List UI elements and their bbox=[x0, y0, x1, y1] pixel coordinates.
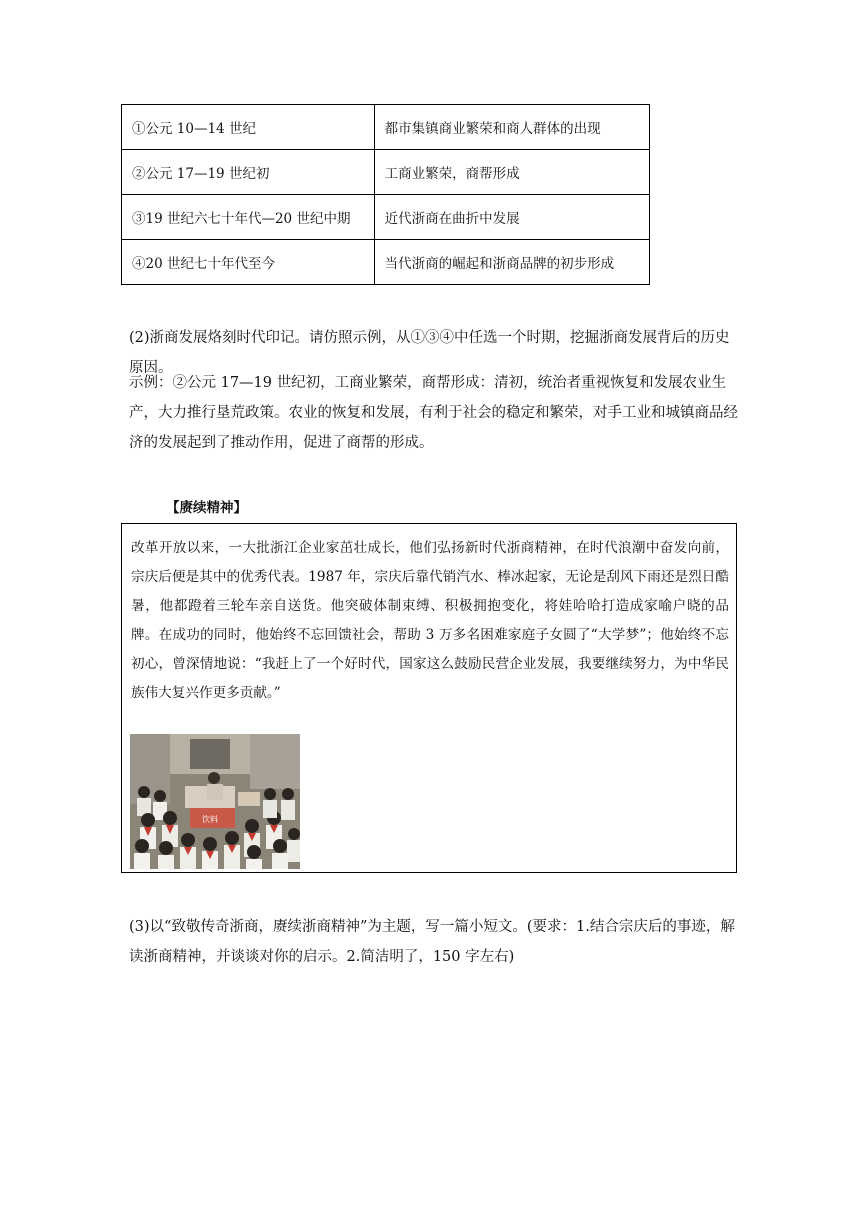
description-cell: 都市集镇商业繁荣和商人群体的出现 bbox=[374, 105, 649, 150]
description-cell: 工商业繁荣，商帮形成 bbox=[374, 150, 649, 195]
table-row bbox=[122, 105, 650, 150]
material-box bbox=[121, 523, 737, 873]
period-table bbox=[121, 104, 650, 285]
box-label: 饮料 bbox=[202, 815, 218, 824]
question-2-text: (2)浙商发展烙刻时代印记。请仿照示例，从①③④中任选一个时期，挖掘浙商发展背后的历史原因。 bbox=[129, 330, 730, 376]
example-text: 示例：②公元 17—19 世纪初，工商业繁荣，商帮形成：清初，统治者重视恢复和发展农业生产，大力推行垦荒政策。农业的恢复和发展，有利于社会的稳定和繁荣，对手工业和城镇商品经济的发展起到了推动作用，促进了商帮的形成。 bbox=[129, 375, 738, 451]
section-title: 【赓续精神】 bbox=[166, 500, 247, 516]
period-cell: ①公元 10—14 世纪 bbox=[122, 105, 375, 150]
table-row bbox=[122, 240, 650, 285]
period-cell: ④20 世纪七十年代至今 bbox=[122, 240, 375, 285]
description-cell: 近代浙商在曲折中发展 bbox=[374, 195, 649, 240]
table-row bbox=[122, 195, 650, 240]
period-cell: ②公元 17—19 世纪初 bbox=[122, 150, 375, 195]
table-row bbox=[122, 150, 650, 195]
question-3-text: (3)以“致敬传奇浙商，赓续浙商精神”为主题，写一篇小短文。(要求：1.结合宗庆后的事迹，解读浙商精神，并谈谈对你的启示。2.简洁明了，150 字左右) bbox=[129, 919, 735, 965]
description-cell: 当代浙商的崛起和浙商品牌的初步形成 bbox=[374, 240, 649, 285]
children-delivery-photo bbox=[130, 734, 300, 869]
period-cell: ③19 世纪六七十年代—20 世纪中期 bbox=[122, 195, 375, 240]
material-text: 改革开放以来，一大批浙江企业家茁壮成长，他们弘扬新时代浙商精神，在时代浪潮中奋发向前，宗庆后便是其中的优秀代表。1987 年，宗庆后靠代销汽水、棒冰起家，无论是刮风下雨还是烈日酷暑，他都蹬着三轮车亲自送货。他突破体制束缚、积极拥抱变化，将娃哈哈打造成家喻户晓的品牌。在成功的同时，他始终不忘回馈社会，帮助 3 万多名困难家庭子女圆了“大学梦”；他始终不忘初心，曾深情地说：“我赶上了一个好时代，国家这么鼓励民营企业发展，我要继续努力，为中华民族伟大复兴作更多贡献。” bbox=[131, 540, 729, 701]
